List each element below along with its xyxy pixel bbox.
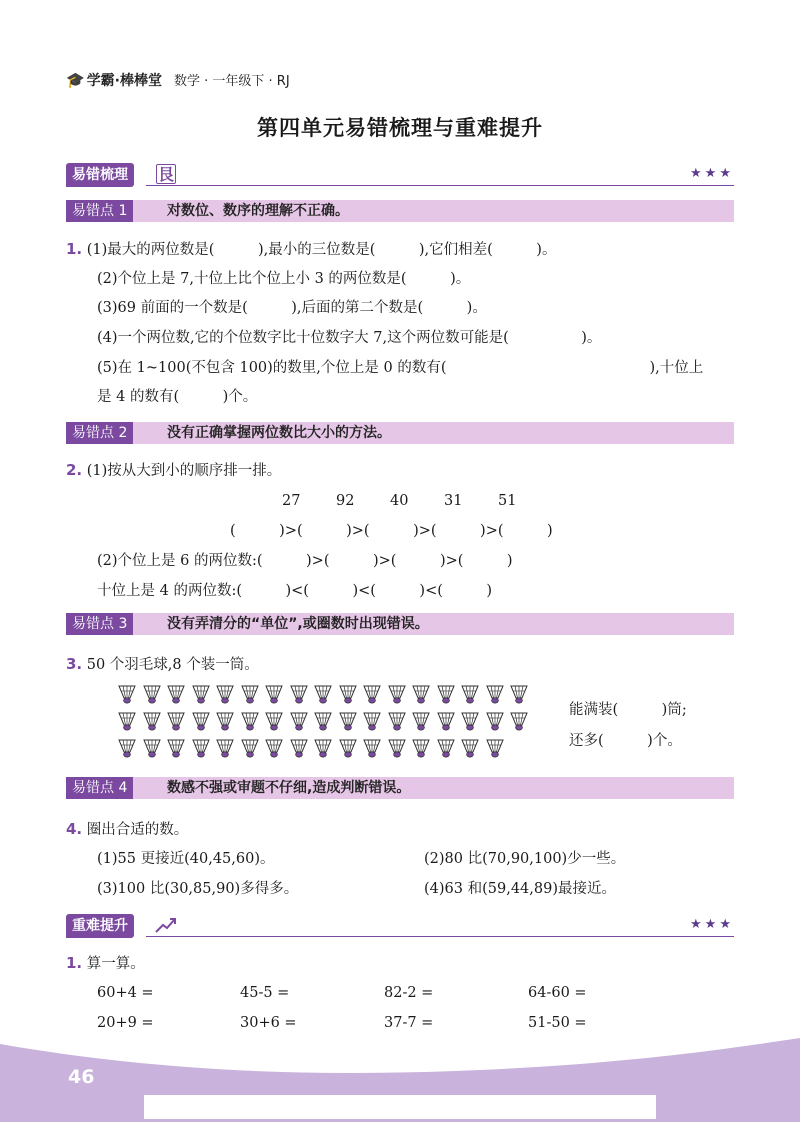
question-1-line-1: 1. (1)最大的两位数是( ),最小的三位数是( ),它们相差( )。 [66, 240, 557, 258]
footer-blank-box [144, 1095, 656, 1119]
shuttlecock-icon [289, 738, 309, 758]
error-point-text: 数感不强或审题不仔细,造成判断错误。 [167, 780, 411, 796]
shuttlecock-icon [191, 738, 211, 758]
shuttlecock-icon [313, 684, 333, 704]
error-point-tag: 易错点 1 [66, 200, 133, 222]
question-number: 4. [66, 820, 83, 838]
shuttlecock-icon [411, 684, 431, 704]
shuttlecock-icon [289, 711, 309, 731]
shuttlecock-icon [436, 684, 456, 704]
question-1-line-5: (5)在 1~100(不包含 100)的数里,个位上是 0 的数有( ),十位上 [97, 360, 704, 376]
error-point-band [66, 777, 734, 799]
question-4-line-1: 4. 圈出合适的数。 [66, 820, 189, 838]
question-1-line-2: (2)个位上是 7,十位上比个位上小 3 的两位数是( )。 [97, 271, 471, 287]
shuttlecock-icon [240, 711, 260, 731]
section-label: 重难提升 [66, 914, 134, 938]
order-blanks: ( )>( )>( )>( )>( ) [230, 523, 553, 539]
shuttlecock-icon [338, 711, 358, 731]
error-point-tag: 易错点 2 [66, 422, 133, 444]
question-2-line-1: 2. (1)按从大到小的顺序排一排。 [66, 461, 282, 479]
question-1-line-3: (3)69 前面的一个数是( ),后面的第二个数是( )。 [97, 300, 487, 316]
shuttlecock-icon [166, 684, 186, 704]
section-header-advanced [66, 914, 734, 938]
question-4-d: (4)63 和(59,44,89)最接近。 [424, 881, 616, 897]
calc-item: 45-5 = [240, 985, 290, 1001]
error-point-text: 没有正确掌握两位数比大小的方法。 [167, 425, 391, 441]
page-number: 46 [68, 1066, 95, 1088]
shuttlecock-icon [338, 684, 358, 704]
shuttlecock-icon [436, 738, 456, 758]
brand-name: 学霸·棒棒堂 [86, 73, 163, 89]
calc-item: 82-2 = [384, 985, 434, 1001]
shuttlecock-icon [460, 684, 480, 704]
header-brand [66, 70, 290, 90]
shuttlecock-icon [411, 738, 431, 758]
shuttlecock-icon [411, 711, 431, 731]
shuttlecock-icon [460, 738, 480, 758]
difficulty-stars: ★★★ [690, 917, 734, 932]
shuttlecock-icon [142, 684, 162, 704]
calc-title: 1. 算一算。 [66, 954, 145, 972]
error-point-tag: 易错点 3 [66, 613, 133, 635]
section-divider [146, 936, 734, 937]
shuttlecock-icon [485, 711, 505, 731]
question-number: 2. [66, 461, 83, 479]
shuttlecock-icon [387, 738, 407, 758]
graduation-cap-icon: 🎓 [66, 71, 85, 89]
question-number: 1. [66, 954, 83, 972]
error-point-text: 没有弄清分的“单位”,或圈数时出现错误。 [167, 616, 429, 632]
error-point-band [66, 613, 734, 635]
error-point-tag: 易错点 4 [66, 777, 133, 799]
calc-item: 37-7 = [384, 1015, 434, 1031]
shuttlecock-icon [387, 684, 407, 704]
question-number: 3. [66, 655, 83, 673]
section-label: 易错梳理 [66, 163, 134, 187]
shuttlecock-icon [166, 738, 186, 758]
error-point-band [66, 422, 734, 444]
shuttlecock-icon [142, 738, 162, 758]
shuttlecock-icon [313, 738, 333, 758]
question-1-line-6: 是 4 的数有( )个。 [97, 389, 258, 405]
review-icon: 艮 [157, 165, 174, 184]
number-value: 40 [390, 493, 409, 509]
shuttlecock-icon [338, 738, 358, 758]
answer-tubes: 能满装( )筒; [569, 702, 687, 718]
shuttlecock-icon [117, 684, 137, 704]
calc-item: 60+4 = [97, 985, 154, 1001]
shuttlecock-icon [142, 711, 162, 731]
shuttlecock-icon [264, 684, 284, 704]
shuttlecock-icon [215, 684, 235, 704]
calc-item: 30+6 = [240, 1015, 297, 1031]
shuttlecock-icon [240, 684, 260, 704]
shuttlecock-icon [362, 711, 382, 731]
question-number: 1. [66, 240, 83, 258]
section-divider [146, 185, 734, 186]
shuttlecock-icon [509, 684, 529, 704]
shuttlecock-icon [436, 711, 456, 731]
shuttlecock-icon [166, 711, 186, 731]
question-4-c: (3)100 比(30,85,90)多得多。 [97, 881, 299, 897]
shuttlecock-icon [362, 738, 382, 758]
shuttlecock-icon [117, 738, 137, 758]
shuttlecock-icon [313, 711, 333, 731]
section-header-errors [66, 163, 734, 187]
shuttlecock-icon [264, 738, 284, 758]
number-value: 51 [498, 493, 517, 509]
trend-up-icon [154, 916, 178, 934]
shuttlecock-icon [485, 738, 505, 758]
calc-item: 20+9 = [97, 1015, 154, 1031]
question-1-line-4: (4)一个两位数,它的个位数字比十位数字大 7,这个两位数可能是( )。 [97, 330, 602, 346]
shuttlecock-icon [289, 684, 309, 704]
shuttlecock-icon [191, 684, 211, 704]
calc-item: 51-50 = [528, 1015, 587, 1031]
shuttlecock-icon [117, 711, 137, 731]
shuttlecock-icon [240, 738, 260, 758]
number-value: 31 [444, 493, 463, 509]
shuttlecock-icon [460, 711, 480, 731]
shuttlecock-icon [191, 711, 211, 731]
shuttlecock-icon [215, 738, 235, 758]
shuttlecock-icon [509, 711, 529, 731]
shuttlecock-icon [264, 711, 284, 731]
shuttlecock-icon [362, 684, 382, 704]
number-value: 92 [336, 493, 355, 509]
page-title: 第四单元易错梳理与重难提升 [257, 116, 543, 140]
shuttlecock-icon [485, 684, 505, 704]
shuttlecock-icon [215, 711, 235, 731]
question-2-line-3: 十位上是 4 的两位数:( )<( )<( )<( ) [97, 583, 493, 599]
shuttlecock-icon [387, 711, 407, 731]
question-2-line-2: (2)个位上是 6 的两位数:( )>( )>( )>( ) [97, 553, 513, 569]
question-4-a: (1)55 更接近(40,45,60)。 [97, 851, 275, 867]
question-4-b: (2)80 比(70,90,100)少一些。 [424, 851, 626, 867]
question-3-line-1: 3. 50 个羽毛球,8 个装一筒。 [66, 655, 259, 673]
error-point-text: 对数位、数序的理解不正确。 [167, 203, 349, 219]
error-point-band [66, 200, 734, 222]
course-label: 数学 · 一年级下 · RJ [174, 74, 290, 89]
answer-remainder: 还多( )个。 [569, 733, 682, 749]
shuttlecock-grid [117, 684, 537, 764]
number-value: 27 [282, 493, 301, 509]
calc-item: 64-60 = [528, 985, 587, 1001]
difficulty-stars: ★★★ [690, 166, 734, 181]
